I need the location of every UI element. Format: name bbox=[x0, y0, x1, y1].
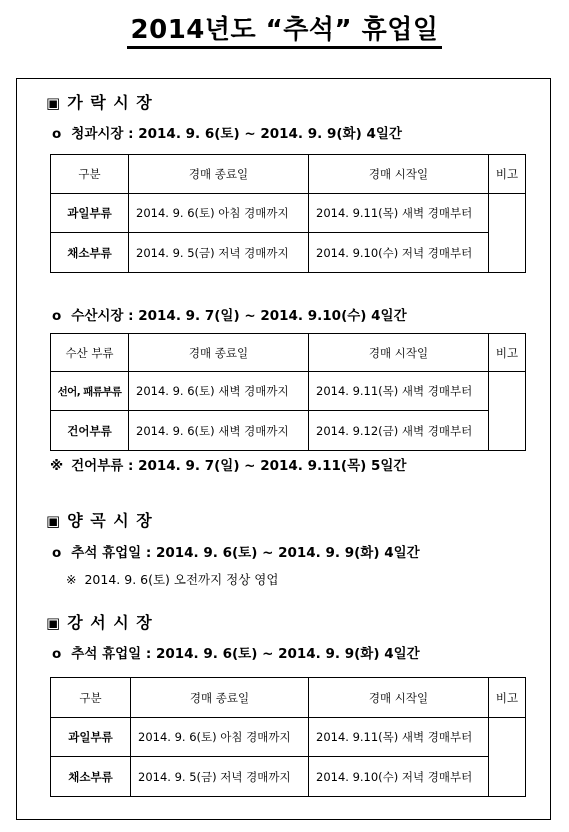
table-row bbox=[51, 194, 526, 233]
table-row bbox=[51, 372, 526, 411]
end-date-cell: 2014. 9. 6(토) 새벽 경매까지 bbox=[129, 372, 309, 411]
table-row bbox=[51, 233, 526, 273]
page-title bbox=[0, 14, 569, 46]
remarks-cell bbox=[489, 194, 526, 273]
end-date-cell: 2014. 9. 6(토) 아침 경매까지 bbox=[131, 718, 309, 757]
end-date-cell: 2014. 9. 6(토) 새벽 경매까지 bbox=[129, 411, 309, 451]
square-bullet-icon: ▣ bbox=[46, 512, 62, 530]
circle-bullet-icon: o bbox=[52, 646, 62, 662]
start-date-cell: 2014. 9.11(목) 새벽 경매부터 bbox=[309, 372, 489, 411]
garak-heading-text: 가 락 시 장 bbox=[67, 93, 153, 112]
header-cell: 경매 시작일 bbox=[309, 155, 489, 194]
header-cell: 구분 bbox=[51, 678, 131, 718]
gangseo-table bbox=[50, 677, 526, 797]
gangseo-holiday-text: 추석 휴업일 : 2014. 9. 6(토) ~ 2014. 9. 9(화) 4일간 bbox=[71, 646, 420, 662]
header-cell: 비고 bbox=[489, 678, 526, 718]
start-date-cell: 2014. 9.10(수) 저녁 경매부터 bbox=[309, 757, 489, 797]
end-date-cell: 2014. 9. 6(토) 아침 경매까지 bbox=[129, 194, 309, 233]
header-cell: 경매 시작일 bbox=[309, 678, 489, 718]
header-cell: 경매 종료일 bbox=[129, 155, 309, 194]
garak-produce-table bbox=[50, 154, 526, 273]
yanggok-note-text: 2014. 9. 6(토) 오전까지 정상 영업 bbox=[84, 572, 279, 587]
gangseo-holiday-line bbox=[52, 642, 420, 662]
table-row bbox=[51, 718, 526, 757]
garak-seafood-table bbox=[50, 333, 526, 451]
note-mark-icon: ※ bbox=[66, 572, 77, 587]
garak-dried-note bbox=[50, 454, 406, 474]
end-date-cell: 2014. 9. 5(금) 저녁 경매까지 bbox=[131, 757, 309, 797]
circle-bullet-icon: o bbox=[52, 545, 62, 561]
garak-produce-text: 청과시장 : 2014. 9. 6(토) ~ 2014. 9. 9(화) 4일간 bbox=[71, 126, 402, 142]
header-cell: 구분 bbox=[51, 155, 129, 194]
yanggok-note bbox=[66, 570, 278, 588]
category-cell: 채소부류 bbox=[51, 233, 129, 273]
section-heading-yanggok bbox=[46, 508, 153, 531]
category-cell: 선어, 패류부류 bbox=[51, 372, 129, 411]
table-row bbox=[51, 411, 526, 451]
square-bullet-icon: ▣ bbox=[46, 94, 62, 112]
category-cell: 과일부류 bbox=[51, 194, 129, 233]
page-title-text: 2014년도 “추석” 휴업일 bbox=[127, 15, 443, 49]
table-header-row bbox=[51, 334, 526, 372]
garak-seafood-line bbox=[52, 304, 407, 324]
header-cell: 수산 부류 bbox=[51, 334, 129, 372]
start-date-cell: 2014. 9.10(수) 저녁 경매부터 bbox=[309, 233, 489, 273]
note-mark-icon: ※ bbox=[50, 458, 64, 474]
section-heading-gangseo bbox=[46, 610, 153, 633]
header-cell: 경매 시작일 bbox=[309, 334, 489, 372]
header-cell: 경매 종료일 bbox=[129, 334, 309, 372]
yanggok-holiday-line bbox=[52, 541, 420, 561]
garak-produce-line bbox=[52, 122, 402, 142]
garak-seafood-text: 수산시장 : 2014. 9. 7(일) ~ 2014. 9.10(수) 4일간 bbox=[71, 308, 407, 324]
square-bullet-icon: ▣ bbox=[46, 614, 62, 632]
header-cell: 경매 종료일 bbox=[131, 678, 309, 718]
section-heading-garak bbox=[46, 90, 153, 113]
remarks-cell bbox=[489, 372, 526, 451]
start-date-cell: 2014. 9.11(목) 새벽 경매부터 bbox=[309, 718, 489, 757]
start-date-cell: 2014. 9.12(금) 새벽 경매부터 bbox=[309, 411, 489, 451]
category-cell: 건어부류 bbox=[51, 411, 129, 451]
table-header-row bbox=[51, 678, 526, 718]
garak-dried-text: 건어부류 : 2014. 9. 7(일) ~ 2014. 9.11(목) 5일간 bbox=[71, 458, 407, 474]
circle-bullet-icon: o bbox=[52, 308, 62, 324]
yanggok-holiday-text: 추석 휴업일 : 2014. 9. 6(토) ~ 2014. 9. 9(화) 4일간 bbox=[71, 545, 420, 561]
category-cell: 과일부류 bbox=[51, 718, 131, 757]
header-cell: 비고 bbox=[489, 155, 526, 194]
circle-bullet-icon: o bbox=[52, 126, 62, 142]
start-date-cell: 2014. 9.11(목) 새벽 경매부터 bbox=[309, 194, 489, 233]
table-header-row bbox=[51, 155, 526, 194]
end-date-cell: 2014. 9. 5(금) 저녁 경매까지 bbox=[129, 233, 309, 273]
header-cell: 비고 bbox=[489, 334, 526, 372]
category-cell: 채소부류 bbox=[51, 757, 131, 797]
yanggok-heading-text: 양 곡 시 장 bbox=[67, 511, 153, 530]
remarks-cell bbox=[489, 718, 526, 797]
table-row bbox=[51, 757, 526, 797]
gangseo-heading-text: 강 서 시 장 bbox=[67, 613, 153, 632]
